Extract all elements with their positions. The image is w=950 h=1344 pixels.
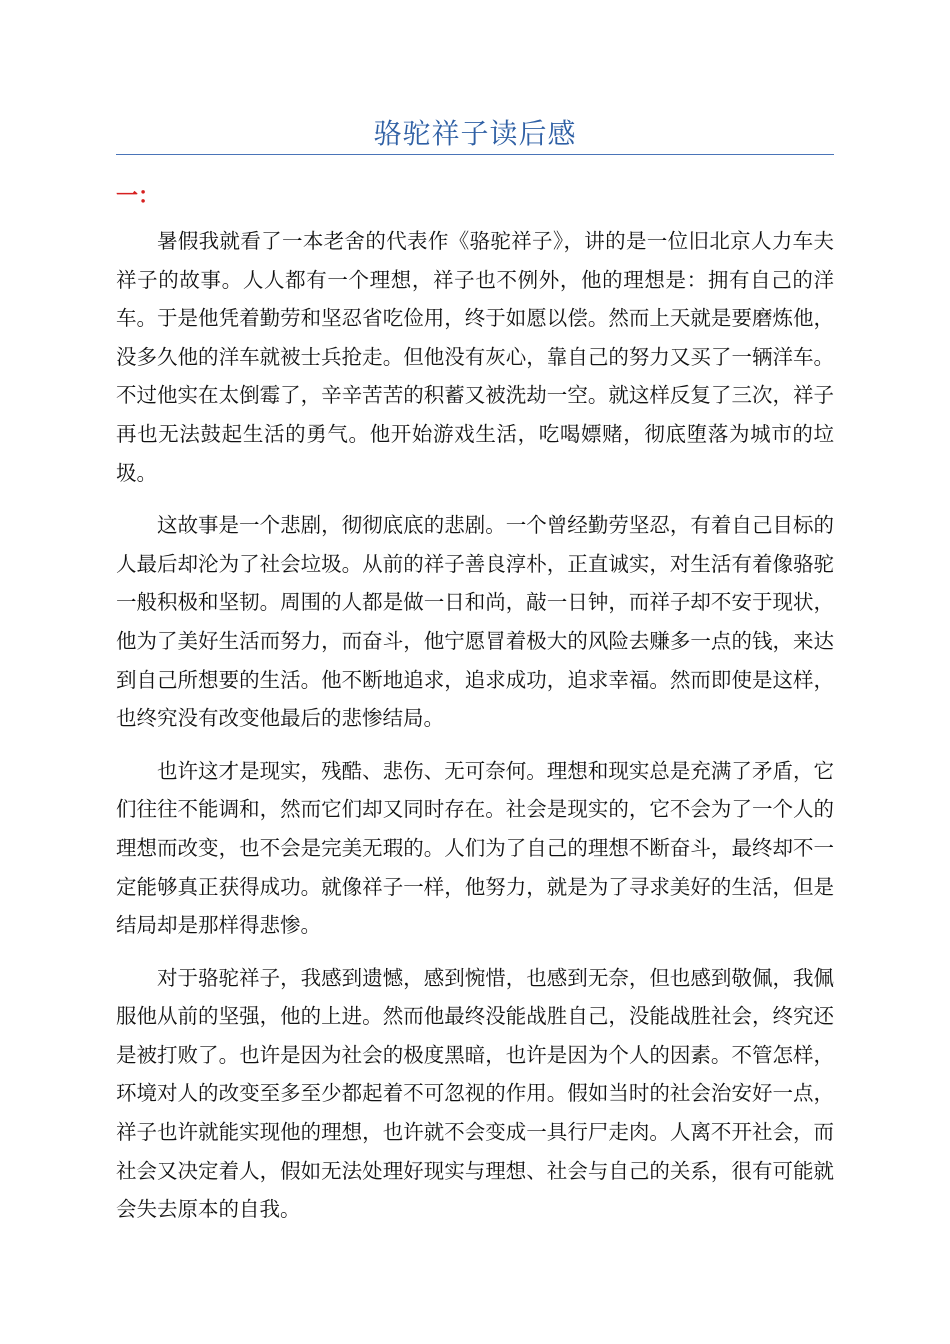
paragraph-1: 暑假我就看了一本老舍的代表作《骆驼祥子》，讲的是一位旧北京人力车夫祥子的故事。人人都有一个理想，祥子也不例外，他的理想是：拥有自己的洋车。于是他凭着勤劳和坚忍省吃俭用，终于如愿以偿。然而上天就是要磨炼他，没多久他的洋车就被士兵抢走。但他没有灰心，靠自己的努力又买了一辆洋车。不过他实在太倒霉了，辛辛苦苦的积蓄又被洗劫一空。就这样反复了三次，祥子再也无法鼓起生活的勇气。他开始游戏生活，吃喝嫖赌，彻底堕落为城市的垃圾。 bbox=[116, 229, 834, 485]
essay-body bbox=[116, 222, 834, 1243]
paragraph-4: 对于骆驼祥子，我感到遗憾，感到惋惜，也感到无奈，但也感到敬佩，我佩服他从前的坚强，他的上进。然而他最终没能战胜自己，没能战胜社会，终究还是被打败了。也许是因为社会的极度黑暗，也许是因为个人的因素。不管怎样，环境对人的改变至多至少都起着不可忽视的作用。假如当时的社会治安好一点，祥子也许就能实现他的理想，也许就不会变成一具行尸走肉。人离不开社会，而社会又决定着人，假如无法处理好现实与理想、社会与自己的关系，很有可能就会失去原本的自我。 bbox=[116, 965, 834, 1222]
page-title: 骆驼祥子读后感 bbox=[373, 117, 577, 150]
title-underline-divider bbox=[116, 154, 834, 155]
paragraph-3: 也许这才是现实，残酷、悲伤、无可奈何。理想和现实总是充满了矛盾，它们往往不能调和，然而它们却又同时存在。社会是现实的，它不会为了一个人的理想而改变，也不会是完美无瑕的。人们为了自己的理想不断奋斗，最终却不一定能够真正获得成功。就像祥子一样，他努力，就是为了寻求美好的生活，但是结局却是那样得悲惨。 bbox=[116, 758, 834, 938]
paragraph-2: 这故事是一个悲剧，彻彻底底的悲剧。一个曾经勤劳坚忍，有着自己目标的人最后却沦为了社会垃圾。从前的祥子善良淳朴，正直诚实，对生活有着像骆驼一般积极和坚韧。周围的人都是做一日和尚，敲一日钟，而祥子却不安于现状，他为了美好生活而努力，而奋斗，他宁愿冒着极大的风险去赚多一点的钱，来达到自己所想要的生活。他不断地追求，追求成功，追求幸福。然而即使是这样，也终究没有改变他最后的悲惨结局。 bbox=[116, 513, 834, 731]
section-label: 一： bbox=[116, 183, 161, 209]
